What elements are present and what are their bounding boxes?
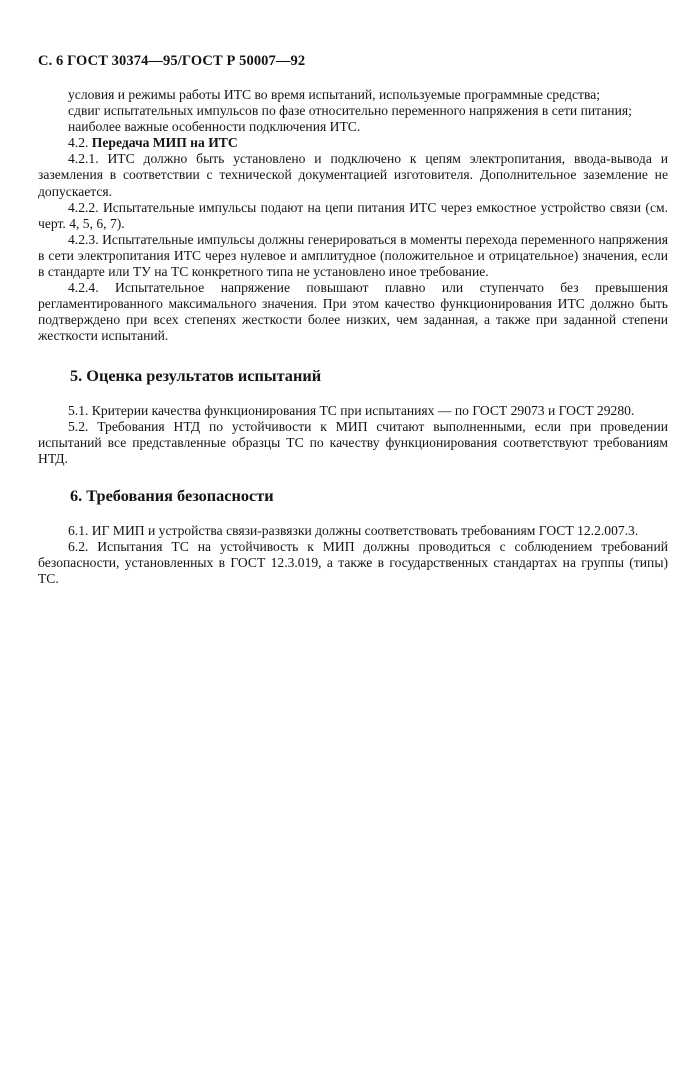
- paragraph-6-2: 6.2. Испытания ТС на устойчивость к МИП должны проводиться с соблюдением требований безопасности, установленных в ГОСТ 12.3.019, а также в государственных стандартах на группы (типы) ТС.: [38, 538, 668, 587]
- paragraph-5-1: 5.1. Критерии качества функционирования ТС при испытаниях — по ГОСТ 29073 и ГОСТ 29280.: [68, 402, 635, 418]
- document-body: [38, 87, 668, 587]
- paragraph-conditions: условия и режимы работы ИТС во время испытаний, используемые программные средства;: [68, 87, 601, 102]
- section-5-title: 5. Оценка результатов испытаний: [70, 365, 322, 385]
- subsection-4-2-number: 4.2.: [68, 135, 89, 151]
- paragraph-4-2-1: 4.2.1. ИТС должно быть установлено и подключено к цепям электропитания, ввода-вывода и заземления в соответствии с технической документацией изготовителя. Дополнительное заземление не допускается.: [38, 151, 668, 199]
- paragraph-4-2-4: 4.2.4. Испытательное напряжение повышают плавно или ступенчато без превышения регламентированного максимального значения. При этом качество функционирования ИТС должно быть подтверждено при всех степенях жесткости более низких, чем заданная, а также при заданной степени жесткости испытаний.: [38, 280, 668, 344]
- subsection-4-2-heading: [38, 135, 668, 151]
- paragraph-4-2-3: 4.2.3. Испытательные импульсы должны генерироваться в моменты перехода переменного напряжения в сети электропитания ИТС через нулевое и амплитудное (положительное и отрицательное) значения, если в стандарте или ТУ на ТС конкретного типа не установлено иное требование.: [38, 231, 668, 280]
- paragraph-5-2: 5.2. Требования НТД по устойчивости к МИП считают выполненными, если при проведении испытаний все представленные образцы ТС по качеству функционирования соответствуют требованиям НТД.: [38, 418, 668, 466]
- paragraph-connection-features: наиболее важные особенности подключения ИТС.: [68, 119, 361, 135]
- paragraph-phase-shift: сдвиг испытательных импульсов по фазе относительно переменного напряжения в сети питания;: [68, 103, 632, 119]
- paragraph-4-2-2: 4.2.2. Испытательные импульсы подают на цепи питания ИТС через емкостное устройство связи (см. черт. 4, 5, 6, 7).: [38, 199, 668, 231]
- subsection-4-2-title: Передача МИП на ИТС: [91, 135, 238, 151]
- paragraph-6-1: 6.1. ИГ МИП и устройства связи-развязки должны соответствовать требованиям ГОСТ 12.2.007.3.: [68, 522, 639, 538]
- section-6-title: 6. Требования безопасности: [70, 485, 274, 505]
- page-header: С. 6 ГОСТ 30374—95/ГОСТ Р 50007—92: [38, 53, 306, 69]
